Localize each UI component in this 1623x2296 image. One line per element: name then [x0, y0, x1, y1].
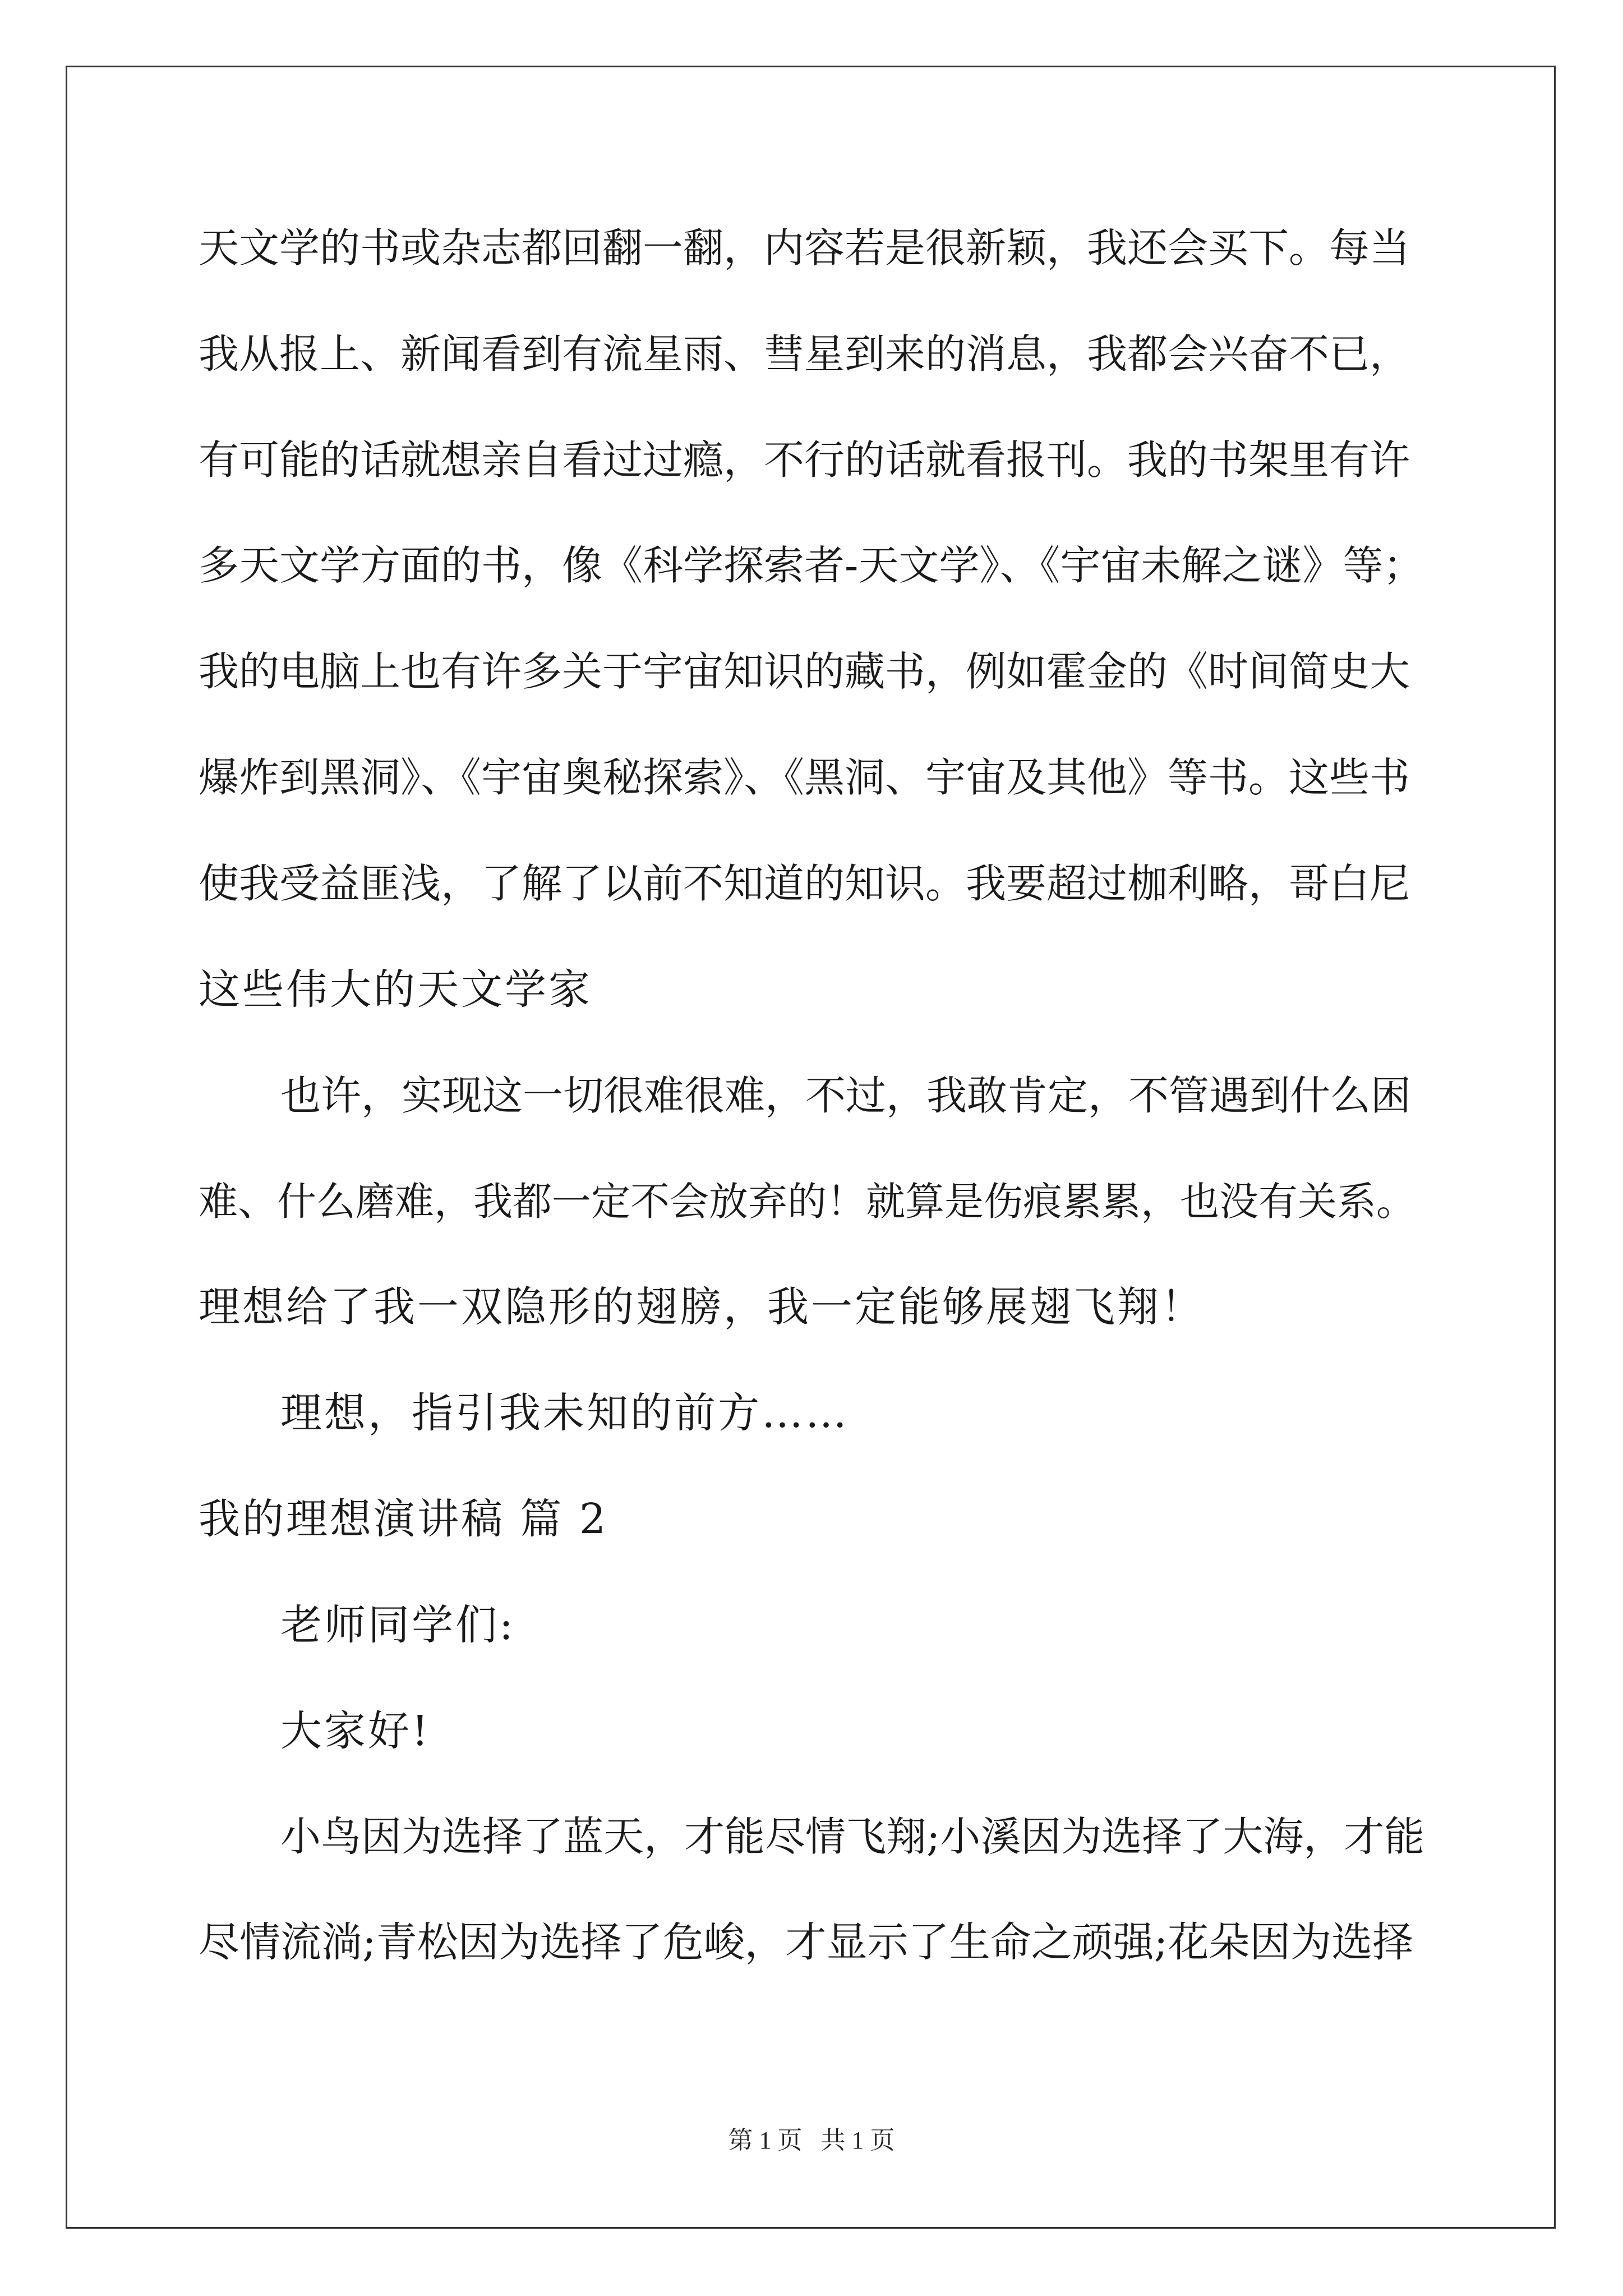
text-line: 也许，实现这一切很难很难，不过，我敢肯定，不管遇到什么困	[280, 1072, 1412, 1119]
text-line: 这些伟大的天文学家	[199, 965, 592, 1014]
text-line: 使我受益匪浅，了解了以前不知道的知识。我要超过枷利略，哥白尼	[199, 860, 1410, 907]
text-line: 理想，指引我未知的前方……	[280, 1389, 849, 1437]
text-line: 小鸟因为选择了蓝天，才能尽情飞翔;小溪因为选择了大海，才能	[280, 1813, 1425, 1860]
text-line: 天文学的书或杂志都回翻一翻，内容若是很新颖，我还会买下。每当	[199, 224, 1410, 272]
text-line: 有可能的话就想亲自看过过瘾，不行的话就看报刊。我的书架里有许	[199, 436, 1410, 484]
text-line: 理想给了我一双隐形的翅膀，我一定能够展翅飞翔！	[199, 1283, 1205, 1331]
page-border	[66, 66, 1556, 2229]
text-line: 尽情流淌;青松因为选择了危峻，才显示了生命之顽强;花朵因为选择	[199, 1918, 1414, 1966]
text-line: 难、什么磨难，我都一定不会放弃的！就算是伤痕累累，也没有关系。	[199, 1179, 1415, 1225]
text-line: 我的电脑上也有许多关于宇宙知识的藏书，例如霍金的《时间简史大	[199, 648, 1410, 695]
text-line: 爆炸到黑洞》、《宇宙奥秘探索》、《黑洞、宇宙及其他》等书。这些书	[199, 754, 1410, 801]
page-number: 第 1 页 共 1 页	[728, 2127, 895, 2154]
greeting: 大家好!	[280, 1707, 431, 1755]
salutation: 老师同学们:	[280, 1601, 515, 1649]
text-line: 我从报上、新闻看到有流星雨、彗星到来的消息，我都会兴奋不已，	[199, 330, 1410, 378]
section-heading: 我的理想演讲稿 篇 2	[199, 1495, 608, 1543]
text-line: 多天文学方面的书，像《科学探索者-天文学》、《宇宙未解之谜》等；	[199, 542, 1424, 589]
